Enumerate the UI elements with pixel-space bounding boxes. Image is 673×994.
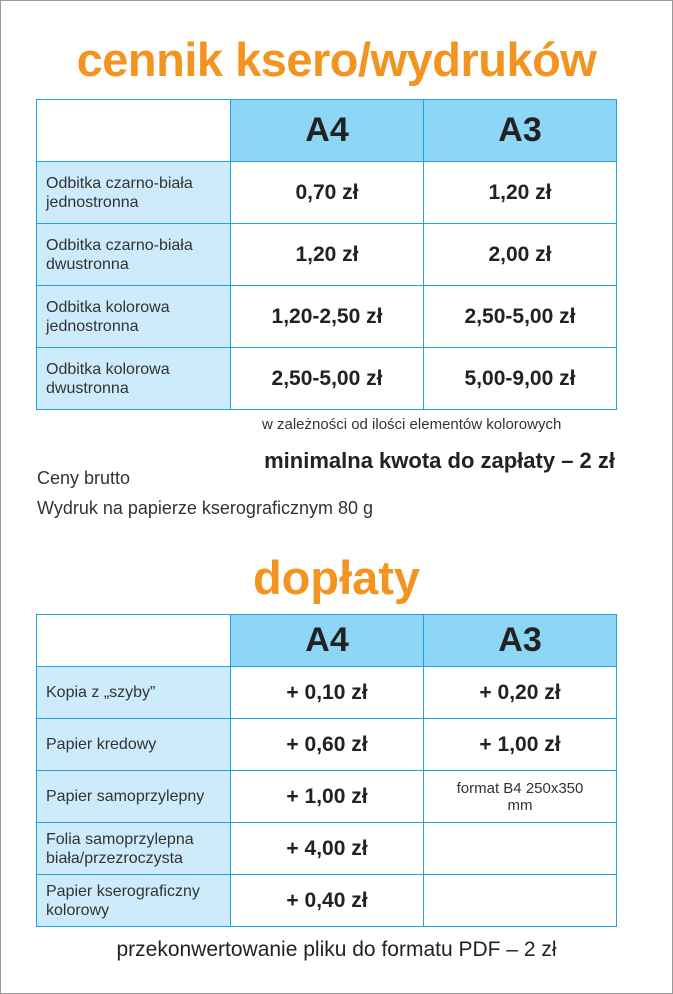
row-label: Papier kredowy: [37, 719, 231, 771]
price-a3: 2,50-5,00 zł: [424, 286, 617, 348]
surcharge-a3: [424, 823, 617, 875]
table-row: [37, 162, 617, 224]
table-row: [37, 286, 617, 348]
table-row: [37, 875, 617, 927]
row-label: Papier samoprzylepny: [37, 771, 231, 823]
row-label: Folia samoprzylepna biała/przezroczysta: [37, 823, 231, 875]
surcharge-a4: + 0,10 zł: [231, 667, 424, 719]
surcharge-a3: [424, 875, 617, 927]
page-title: cennik ksero/wydruków: [76, 33, 597, 86]
surcharge-a3-note: format B4 250x350 mm: [424, 771, 617, 823]
row-label: Odbitka kolorowa dwustronna: [37, 348, 231, 410]
row-label: Odbitka czarno-biała dwustronna: [37, 224, 231, 286]
price-a3: 5,00-9,00 zł: [424, 348, 617, 410]
surcharge-a4: + 1,00 zł: [231, 771, 424, 823]
table-row: [37, 771, 617, 823]
header-a4: A4: [231, 615, 424, 667]
colour-note: w zależności od ilości elementów kolorowych: [262, 416, 562, 433]
header-a4: A4: [231, 100, 424, 162]
price-a3: 2,00 zł: [424, 224, 617, 286]
surcharge-a3: + 1,00 zł: [424, 719, 617, 771]
header-blank-cell: [37, 615, 231, 667]
header-a3: A3: [424, 100, 617, 162]
row-label: Kopia z „szyby”: [37, 667, 231, 719]
price-a4: 1,20 zł: [231, 224, 424, 286]
row-label: Papier kserograficzny kolorowy: [37, 875, 231, 927]
pdf-conversion-note: przekonwertowanie pliku do formatu PDF – 2 zł: [116, 938, 557, 961]
surcharge-table: [36, 614, 617, 927]
price-a4: 0,70 zł: [231, 162, 424, 224]
header-a3: A3: [424, 615, 617, 667]
gross-prices-note: Ceny brutto: [37, 468, 131, 488]
row-label: Odbitka czarno-biała jednostronna: [37, 162, 231, 224]
paper-note: Wydruk na papierze kserograficznym 80 g: [37, 498, 373, 518]
surcharges-title: dopłaty: [252, 551, 421, 604]
table-row: [37, 224, 617, 286]
surcharge-a4: + 4,00 zł: [231, 823, 424, 875]
price-a4: 2,50-5,00 zł: [231, 348, 424, 410]
table-header-row: [37, 615, 617, 667]
table-row: [37, 348, 617, 410]
price-table: [36, 99, 617, 410]
row-label: Odbitka kolorowa jednostronna: [37, 286, 231, 348]
table-row: [37, 719, 617, 771]
surcharge-a4: + 0,60 zł: [231, 719, 424, 771]
header-blank-cell: [37, 100, 231, 162]
table-header-row: [37, 100, 617, 162]
price-a4: 1,20-2,50 zł: [231, 286, 424, 348]
table-row: [37, 667, 617, 719]
surcharge-a4: + 0,40 zł: [231, 875, 424, 927]
surcharge-a3: + 0,20 zł: [424, 667, 617, 719]
minimum-payment: minimalna kwota do zapłaty – 2 zł: [264, 448, 615, 473]
table-row: [37, 823, 617, 875]
price-a3: 1,20 zł: [424, 162, 617, 224]
